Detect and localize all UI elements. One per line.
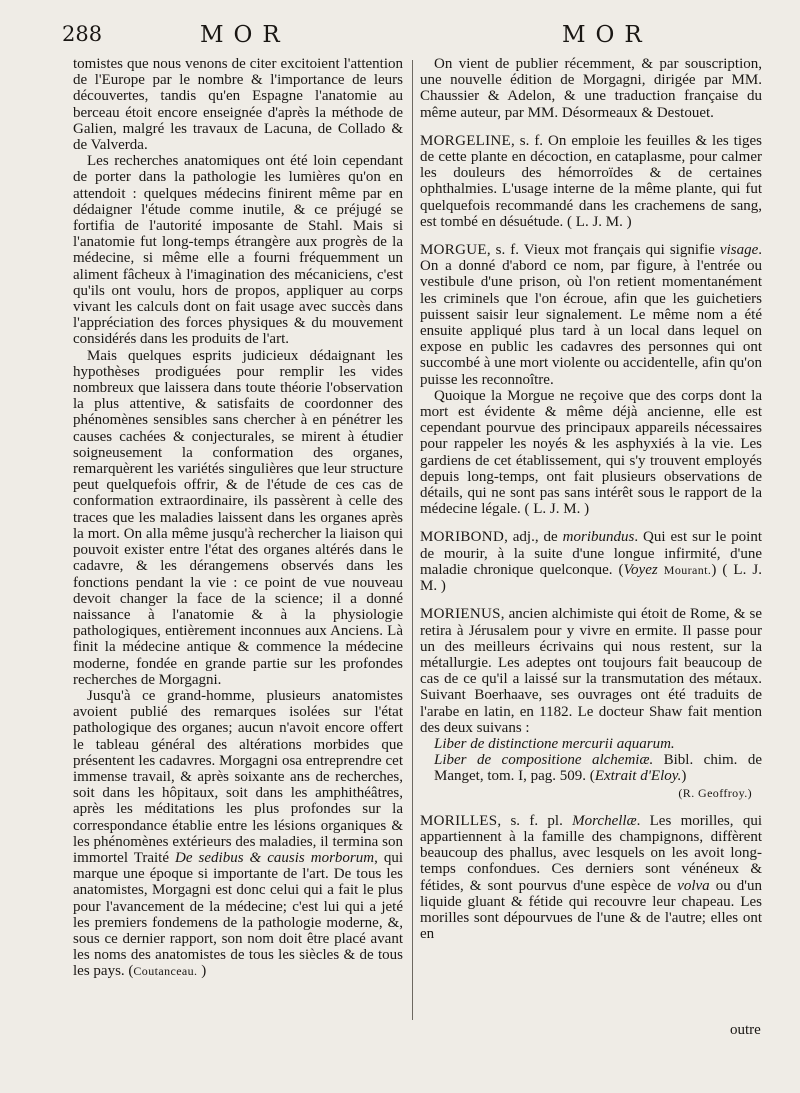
entry-headword: MORIBOND <box>420 529 505 546</box>
entry-text: , s. f. pl. <box>497 812 573 829</box>
entry-text: , s. f. Vieux mot français qui signifie <box>486 242 720 259</box>
entry-headword: MORIENUS <box>420 606 501 623</box>
author-signature: (R. Geoffroy.) <box>678 785 752 800</box>
entry-italic: volva <box>677 877 710 894</box>
right-column <box>420 56 762 942</box>
catchword: outre <box>730 1022 761 1038</box>
dictionary-entry-morilles <box>420 813 762 943</box>
dictionary-entry-moribond <box>420 529 762 594</box>
entry-text: . Qui est sur le point de mourir, à la suite d'une longue infirmité, d'une maladie chronique quelconque. ( <box>420 529 763 578</box>
column-divider <box>412 60 413 1020</box>
book-title: De sedibus & causis morborum <box>175 849 375 866</box>
cross-reference-label: Voyez <box>623 561 658 578</box>
entry-headword: MORGUE <box>420 242 487 259</box>
paragraph: tomistes que nous venons de citer excitoient l'attention de l'Europe par le nombre & l'importance de leurs découvertes, tandis qu'en Espagne l'anatomie au berceau étoit encore enseignée d'après la méthode de Galien, malgré les travaux de Lacuna, de Collado & de Valverda. <box>73 56 403 154</box>
dictionary-entry-morienus <box>420 606 762 736</box>
paragraph: Les recherches anatomiques ont été loin cependant de porter dans la pathologie les lumières qu'on en attendoit : quelques médecins finirent même par en dédaigner l'étude comme inutile, & ce préjugé se fortifia de l'autorité imposante de Stahl. Mais si l'anatomie fut long-temps étrangère aux progrès de la médecine, si même elle a fourni fréquemment un aliment fâcheux à l'imagination des mécaniciens, c'est qu'ils ont voulu, hors de propos, appliquer au corps vivant les calculs dont on fait usage avec succès dans l'appréciation des forces physiques & du mouvement considérés dans les produits de l'art. <box>73 153 403 348</box>
entry-headword: MORGELINE <box>420 132 512 149</box>
page-number: 288 <box>62 22 103 46</box>
entry-text: , adj., de <box>504 529 563 546</box>
book-title: Liber de distinctione mercurii aquarum. <box>434 735 675 752</box>
entry-headword: MORILLES <box>420 812 498 829</box>
left-column <box>73 56 403 980</box>
entry-text: ) ( L. J. M. ) <box>420 561 763 595</box>
dictionary-entry-morgeline <box>420 133 762 230</box>
entry-text: , s. f. On emploie les feuilles & les tiges de cette plante en décoction, en cataplasme, pour calmer les douleurs des hémorroïdes & de certaines ophthalmies. L'usage interne de la même plante, qui fut quelquefois recommandé dans les crachemens de sang, est tombé en désuétude. ( L. J. M. ) <box>420 132 762 230</box>
entry-italic: Morchellæ <box>572 812 637 829</box>
running-head-right: MOR <box>562 22 652 48</box>
dictionary-entry-morgue <box>420 242 762 388</box>
source-note: Extrait d'Eloy. <box>594 768 682 785</box>
running-head-left: MOR <box>200 22 290 48</box>
entry-text: . On a donné d'abord ce nom, par figure, à l'entrée ou vestibule d'une prison, où l'on retient momentanément les criminels que l'on écroue, afin que les guichetiers puissent saisir leur signalement. Le même nom a été ensuite appliqué plus tard à un local dans lequel on expose en public les cadavres des personnes qui ont succombé à une mort violente ou accidentelle, afin qu'on puisse les reconnoître. <box>420 242 762 388</box>
book-title: Liber de compositione alchemiæ. <box>434 752 654 769</box>
paragraph: Mais quelques esprits judicieux dédaignant les hypothèses prodiguées pour remplir les vides nombreux que laissera dans toute théorie l'observation la plus attentive, & satisfaits de coordonner des phénomènes sensibles sans chercher à en pénétrer les causes cachées & conjecturales, se mirent à étudier soigneusement la conformation des organes, remarquèrent les variétés singulières que leur structure peut quelquefois offrir, & de l'étude de ces cas de conformation extraordinaire, ils passèrent à celle des traces que les maladies laissent dans les organes après la mort. On alla même jusqu'à rechercher la liaison qui pouvoit exister entre l'état des organes altérés dans le cadavre, & les dérangemens observés dans les fonctions pendant la vie : ce point de vue nouveau devoit changer la face de la science; il a donné naissance à l'anatomie & à la physiologie pathologiques, entièrement inconnues aux Anciens. Là finit la médecine antique & commence la médecine moderne, fondée en grande partie sur les profondes recherches de Morgagni. <box>73 347 403 688</box>
paragraph: Quoique la Morgue ne reçoive que des corps dont la mort est évidente & même déjà ancienne, elle est cependant pourvue des principaux appareils nécessaires pour rappeler les noyés & les asphyxiés à la vie. Les gardiens de cet établissement, qui s'y trouvent employés depuis long-temps, ont fait plusieurs observations de détails, qui ne sont pas sans intérêt sous le rapport de la médecine légale. ( L. J. M. ) <box>420 387 762 518</box>
bibliographic-reference <box>420 752 762 784</box>
page-header <box>0 22 800 52</box>
entry-text: . Les morilles, qui appartiennent à la famille des champignons, diffèrent beaucoup des phallus, avec lesquels on les avoit long-temps confondues. Ces derniers sont vénéneux & fétides, & sont pourvus d'une espèce de <box>420 812 762 894</box>
author-signature: Coutanceau. <box>133 964 198 979</box>
entry-italic: visage <box>719 242 759 259</box>
entry-text: ou d'un liquide gluant & fétide qui recouvre leur chapeau. Les morilles sont dépourvues de l'une & de l'autre; elles ont en <box>420 877 763 943</box>
paragraph-text: , qui marque une époque si importante de l'art. De tous les anatomistes, Morgagni est donc celui qui a fait le plus pour l'avancement de la médecine; c'est lui qui a jeté les premiers fondemens de la pathologie moderne, &, sous ce dernier rapport, son nom doit être placé avant les noms des anatomistes de tous les siècles & de tous les pays. ( <box>73 849 404 980</box>
paragraph-text: Jusqu'à ce grand-homme, plusieurs anatomistes avoient publié des remarques isolées sur l'état pathologique des organes; aucun n'avoit encore offert le tableau général des altérations morbides que présentent les cadavres. Morgagni osa entreprendre cet immense travail, & après soixante ans de recherches, soit dans les hôpitaux, soit dans les amphithéâtres, après les méditations les plus profondes sur la correspondance établie entre les lésions organiques & les phénomènes extérieurs des maladies, il termina son immortel Traité <box>73 687 403 866</box>
entry-text: ) <box>681 768 687 785</box>
cross-reference: Mourant. <box>663 562 712 577</box>
entry-text: Bibl. chim. de Manget, tom. I, pag. 509. ( <box>434 752 762 785</box>
paragraph <box>73 688 403 980</box>
paragraph-text: ) <box>201 963 207 980</box>
entry-italic: moribundus <box>562 529 635 546</box>
paragraph: On vient de publier récemment, & par souscription, une nouvelle édition de Morgagni, dirigée par MM. Chaussier & Adelon, & une traduction française du même auteur, par MM. Désormeaux & Destouet. <box>420 56 762 121</box>
entry-text: , ancien alchimiste qui étoit de Rome, & se retira à Jérusalem pour y vivre en ermite. Il passe pour un des meilleurs écrivains qui nous restent, sur la métallurgie. Les adeptes ont toujours fait beaucoup de cas de ce qu'il a laissé sur la transmutation des métaux. Suivant Boerhaave, ses ouvrages ont été traduits de l'arabe en latin, en 1182. Le docteur Shaw fait mention des deux suivans : <box>420 606 762 736</box>
